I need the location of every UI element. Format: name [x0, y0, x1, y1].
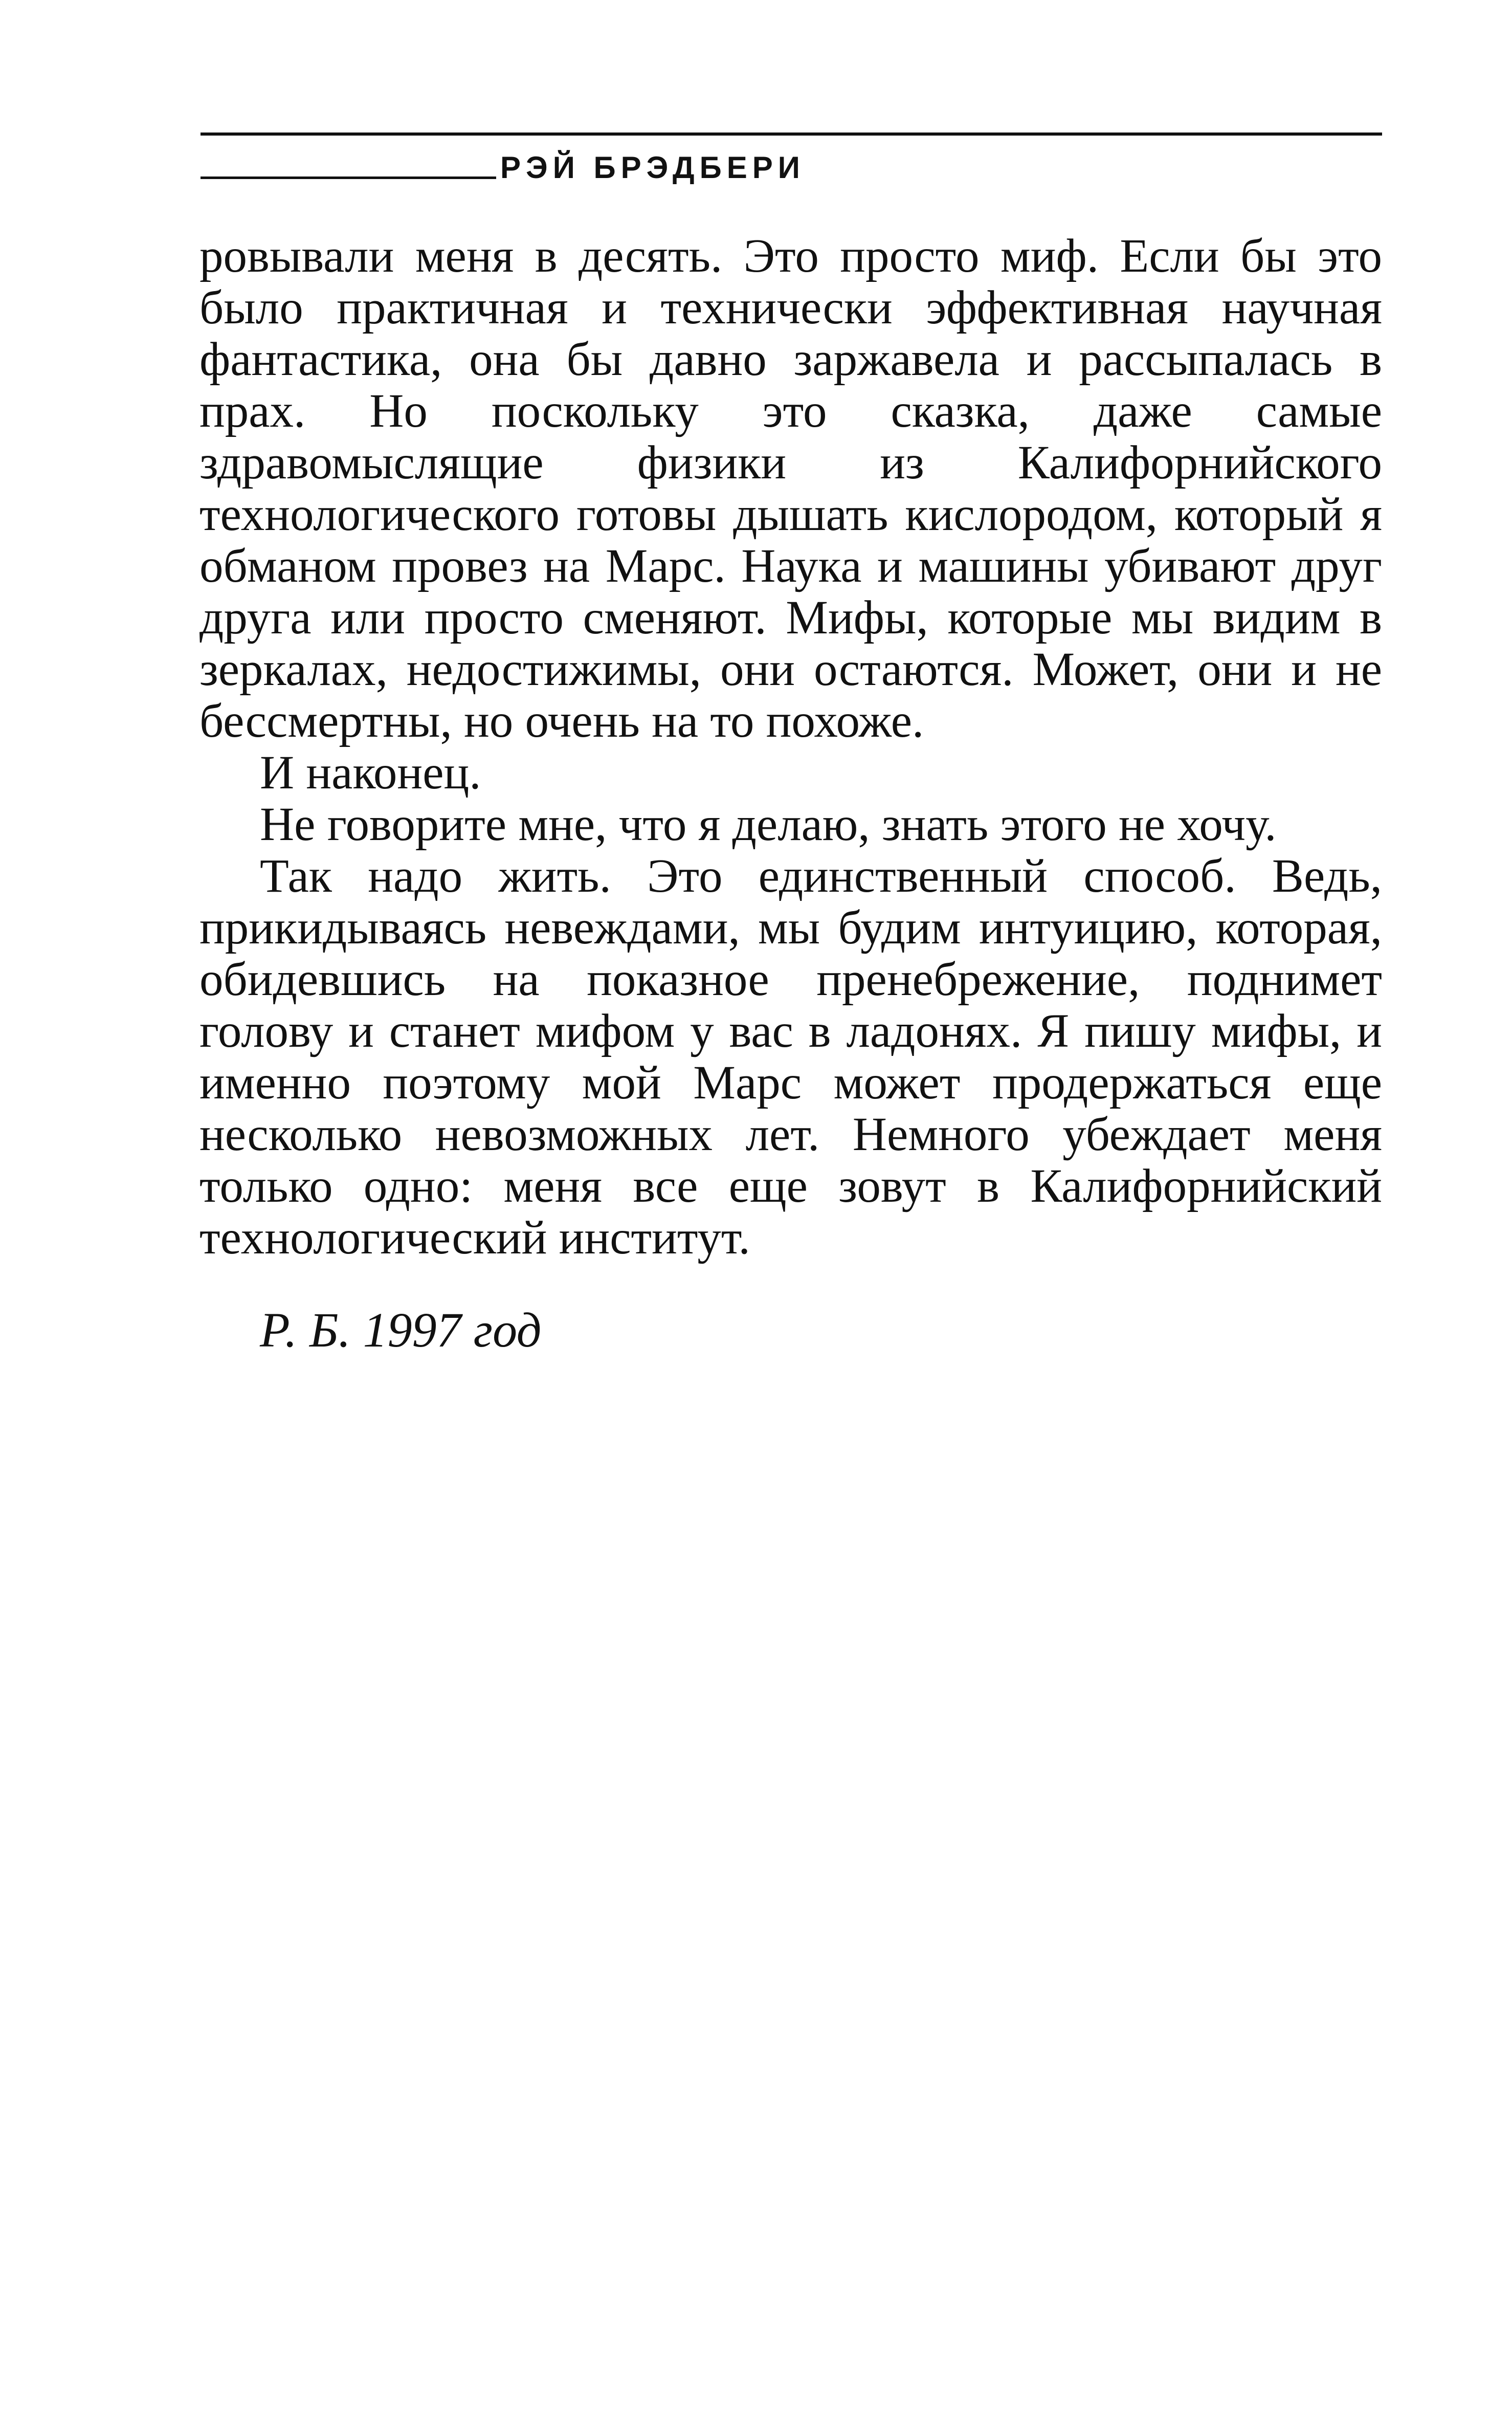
paragraph: Не говорите мне, что я делаю, знать этого не хочу.: [260, 798, 1277, 851]
header-rule: [201, 176, 496, 179]
paragraph-continuation: ровывали меня в десять. Это просто миф. Если бы это было практичная и технически эффективная научная фантастика, она бы давно заржавела и рассыпалась в прах. Но поскольку это сказка, даже самые здравомыслящие физики из Калифорнийского технологического готовы дышать кислородом, который я обманом провез на Марс. Наука и машины убивают друг друга или просто сменяют. Мифы, которые мы видим в зеркалах, недостижимы, они остаются. Может, они и не бессмертны, но очень на то похоже.: [199, 230, 1382, 747]
body-text: [199, 230, 1382, 1264]
signature: Р. Б. 1997 год: [260, 1303, 542, 1357]
paragraph: И наконец.: [260, 746, 481, 799]
running-head: РЭЙ БРЭДБЕРИ: [500, 150, 805, 185]
paragraph: Так надо жить. Это единственный способ. Ведь, прикидываясь невеждами, мы будим интуицию, которая, обидевшись на показное пренебрежение, поднимет голову и станет мифом у вас в ладонях. Я пишу мифы, и именно поэтому мой Марс может продержаться еще несколько невозможных лет. Немного убеждает меня только одно: меня все еще зовут в Калифорнийский технологический институт.: [199, 850, 1382, 1264]
top-rule: [201, 133, 1382, 136]
page-header: [201, 150, 1382, 186]
